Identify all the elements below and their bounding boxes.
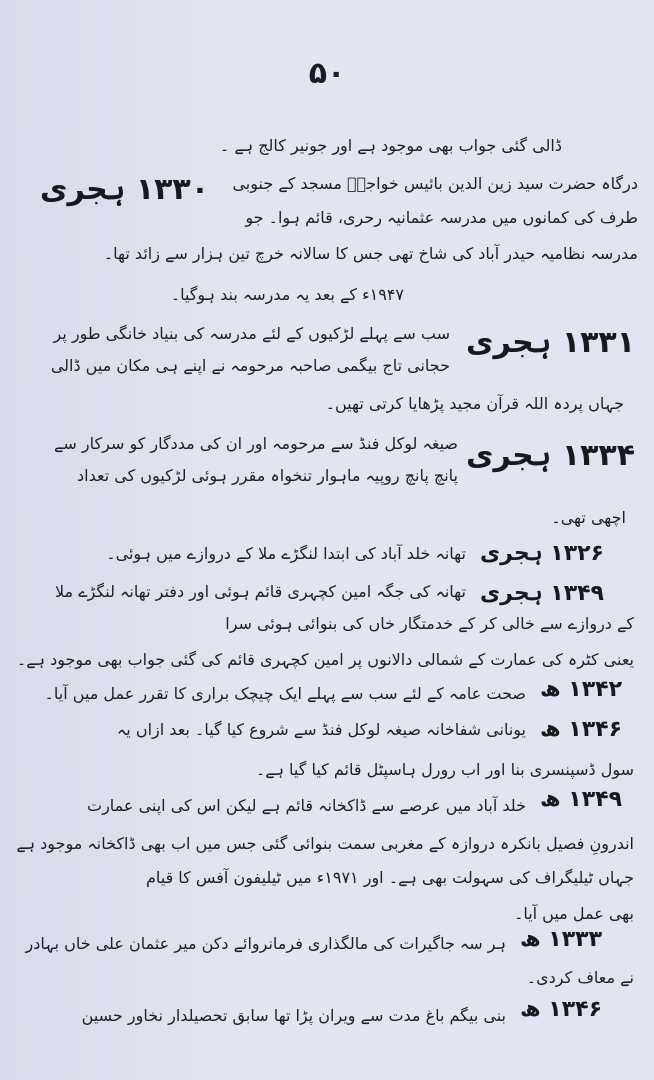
text-line: سب سے پہلے لڑکیوں کے لئے مدرسہ کی بنیاد خانگی طور پر — [53, 324, 450, 343]
text-line: خلد آباد میں عرصے سے ڈاکخانہ قائم ہے لیکن اس کی اپنی عمارت — [87, 796, 526, 815]
page-number: ۵۰ — [308, 56, 346, 91]
year-heading: ۱۳۴۹ ہجری — [480, 581, 604, 606]
year-heading: ۱۳۳۰ ہجری — [40, 172, 210, 207]
intro-line: ڈالی گئی جواب بھی موجود ہے اور جونیر کالج ہے ۔ — [219, 136, 562, 155]
text-line: صحت عامہ کے لئے سب سے پہلے ایک چیچک براری کا تقرر عمل میں آیا۔ — [44, 684, 526, 703]
text-line: درگاہ حضرت سید زین الدین بائیس خواجہؒ مسجد کے جنوبی — [232, 174, 638, 193]
text-line: ہر سہ جاگیرات کی مالگذاری فرمانروائے دکن میر عثمان علی خاں بہادر — [25, 934, 506, 953]
text-line: اچھی تھی۔ — [551, 508, 626, 527]
text-line: جہاں پردہ اللہ قرآن مجید پڑھایا کرتی تھیں۔ — [325, 394, 624, 413]
text-line: یونانی شفاخانہ صیغہ لوکل فنڈ سے شروع کیا گیا۔ بعد ازاں یہ — [116, 720, 526, 739]
text-line: مدرسہ نظامیہ حیدر آباد کی شاخ تھی جس کا سالانہ خرچ تین ہزار سے زائد تھا۔ — [103, 244, 638, 263]
text-line: بنی بیگم باغ مدت سے ویران پڑا تھا سابق تحصیلدار نخاور حسین — [81, 1006, 506, 1025]
year-heading: ۱۳۳۳ ھ — [520, 927, 603, 952]
year-heading: ۱۳۲۶ ہجری — [480, 541, 604, 566]
year-heading: ۱۳۴۹ ھ — [540, 787, 623, 812]
text-line: نے معاف کردی۔ — [526, 968, 634, 987]
year-heading: ۱۳۴۶ ھ — [540, 717, 623, 742]
year-heading: ۱۳۴۲ ھ — [540, 677, 623, 702]
text-line: جہاں ٹیلیگراف کی سہولت بھی ہے۔ اور ۱۹۷۱ء میں ٹیلیفون آفس کا قیام — [145, 868, 634, 887]
text-line: کے دروازے سے خالی کر کے خدمتگار خاں کی بنوائی ہوئی سرا — [225, 614, 634, 633]
text-line: سول ڈسپنسری بنا اور اب رورل ہاسپٹل قائم کیا گیا ہے۔ — [255, 760, 634, 779]
year-heading: ۱۳۳۱ ہجری — [466, 325, 636, 360]
text-line: ۱۹۴۷ء کے بعد یہ مدرسہ بند ہوگیا۔ — [170, 285, 404, 304]
text-line: یعنی کٹرہ کی عمارت کے شمالی دالانوں پر امین کچہری قائم کی گئی جواب بھی موجود ہے۔ — [16, 650, 634, 669]
text-line: طرف کی کمانوں میں مدرسہ عثمانیہ رحری، قائم ہوا۔ جو — [245, 208, 638, 227]
year-heading: ۱۳۴۶ ھ — [520, 997, 603, 1022]
text-line: بھی عمل میں آیا۔ — [513, 904, 634, 923]
text-line: تھانہ خلد آباد کی ابتدا لنگڑے ملا کے دروازے میں ہوئی۔ — [106, 544, 466, 563]
text-line: پانچ پانچ روپیہ ماہوار تنخواہ مقرر ہوئی لڑکیوں کی تعداد — [77, 466, 458, 485]
text-line: اندرونِ فصیل بانکرہ دروازہ کے مغربی سمت بنوائی گئی جس میں اب بھی ڈاکخانہ موجود ہے — [16, 834, 634, 853]
text-line: صیغہ لوکل فنڈ سے مرحومہ اور ان کی مددگار کو سرکار سے — [54, 434, 458, 453]
text-line: حجانی تاج بیگمی صاحبہ مرحومہ نے اپنے ہی مکان میں ڈالی — [50, 356, 450, 375]
year-heading: ۱۳۳۴ ہجری — [466, 438, 636, 473]
text-line: تھانہ کی جگہ امین کچہری قائم ہوئی اور دفتر تھانہ لنگڑے ملا — [55, 582, 466, 601]
